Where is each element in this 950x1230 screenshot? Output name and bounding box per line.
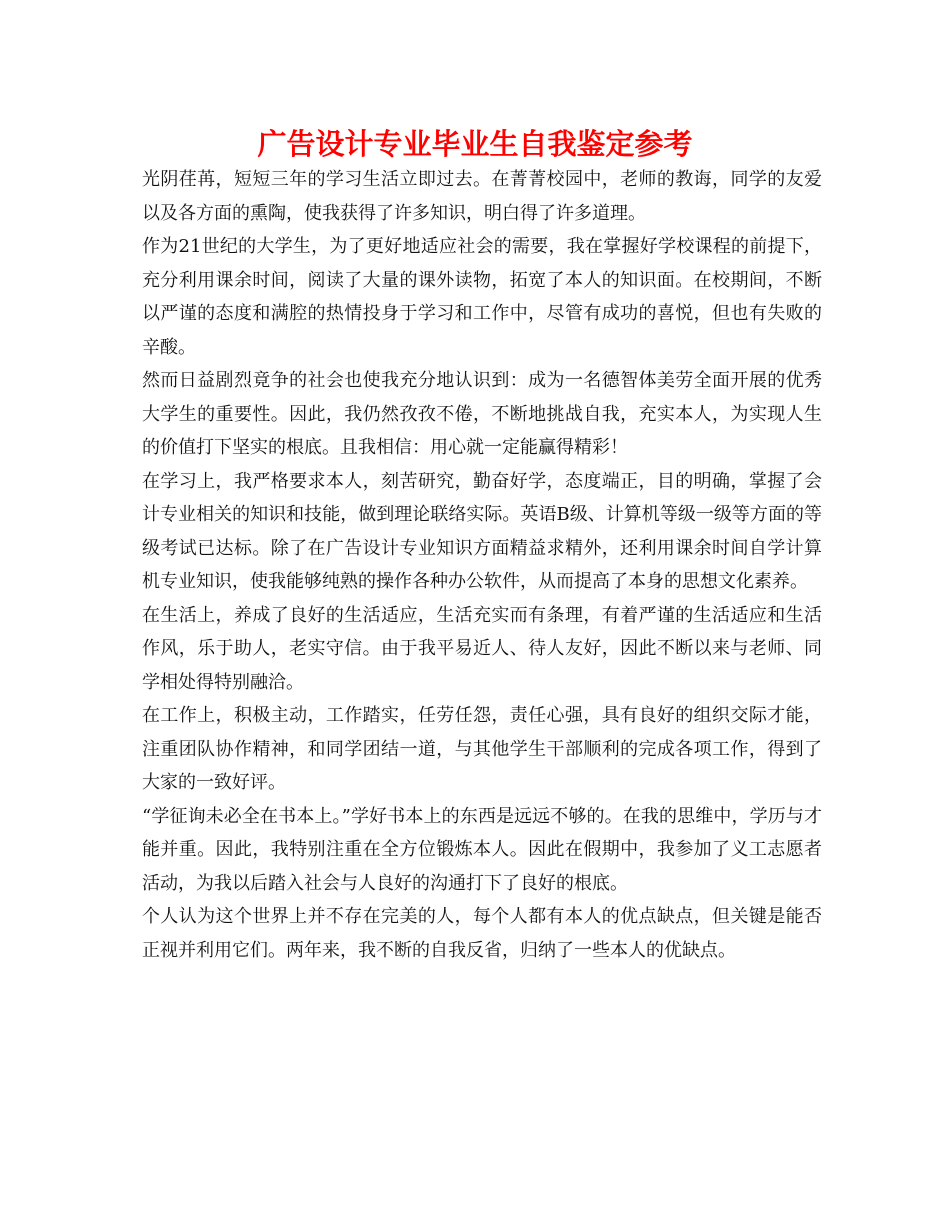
- paragraph-reflection: 个人认为这个世界上并不存在完美的人，每个人都有本人的优点缺点，但关键是能否正视并利用它们。两年来，我不断的自我反省，归纳了一些本人的优缺点。: [142, 906, 822, 961]
- paragraph-intro: 光阴荏苒，短短三年的学习生活立即过去。在菁菁校园中，老师的教诲，同学的友爱以及各方面的熏陶，使我获得了许多知识，明白得了许多道理。: [142, 169, 822, 224]
- paragraph-self-challenge: 然而日益剧烈竟争的社会也使我充分地认识到：成为一名德智体美劳全面开展的优秀大学生的重要性。因此，我仍然孜孜不倦，不断地挑战自我，充实本人，为实现人生的价值打下坚实的根底。且我相信：用心就一定能赢得精彩！: [142, 370, 822, 458]
- paragraph-practice: “学征询未必全在书本上。”学好书本上的东西是远远不够的。在我的思维中，学历与才能并重。因此，我特别注重在全方位锻炼本人。因此在假期中，我参加了义工志愿者活动，为我以后踏入社会与人良好的沟通打下了良好的根底。: [142, 805, 822, 894]
- paragraph-study-background: 作为21世纪的大学生，为了更好地适应社会的需要，我在掌握好学校课程的前提下，充分利用课余时间，阅读了大量的课外读物，拓宽了本人的知识面。在校期间，不断以严谨的态度和满腔的热情投身于学习和工作中，尽管有成功的喜悦，但也有失败的辛酸。: [142, 236, 822, 358]
- document-title: 广告设计专业毕业生自我鉴定参考: [257, 127, 693, 161]
- paragraph-work: 在工作上，积极主动，工作踏实，任劳任怨，责任心强，具有良好的组织交际才能，注重团队协作精神，和同学团结一道，与其他学生干部顺利的完成各项工作，得到了大家的一致好评。: [142, 705, 822, 793]
- paragraph-academic: 在学习上，我严格要求本人，刻苦研究，勤奋好学，态度端正，目的明确，掌握了会计专业相关的知识和技能，做到理论联络实际。英语B级、计算机等级一级等方面的等级考试已达标。除了在广告设计专业知识方面精益求精外，还利用课余时间自学计算机专业知识，使我能够纯熟的操作各种办公软件，从而提高了本身的思想文化素养。: [142, 470, 822, 592]
- paragraph-life: 在生活上，养成了良好的生活适应，生活充实而有条理，有着严谨的生活适应和生活作风，乐于助人，老实守信。由于我平易近人、待人友好，因此不断以来与老师、同学相处得特别融洽。: [142, 604, 822, 693]
- document-body: [142, 163, 822, 967]
